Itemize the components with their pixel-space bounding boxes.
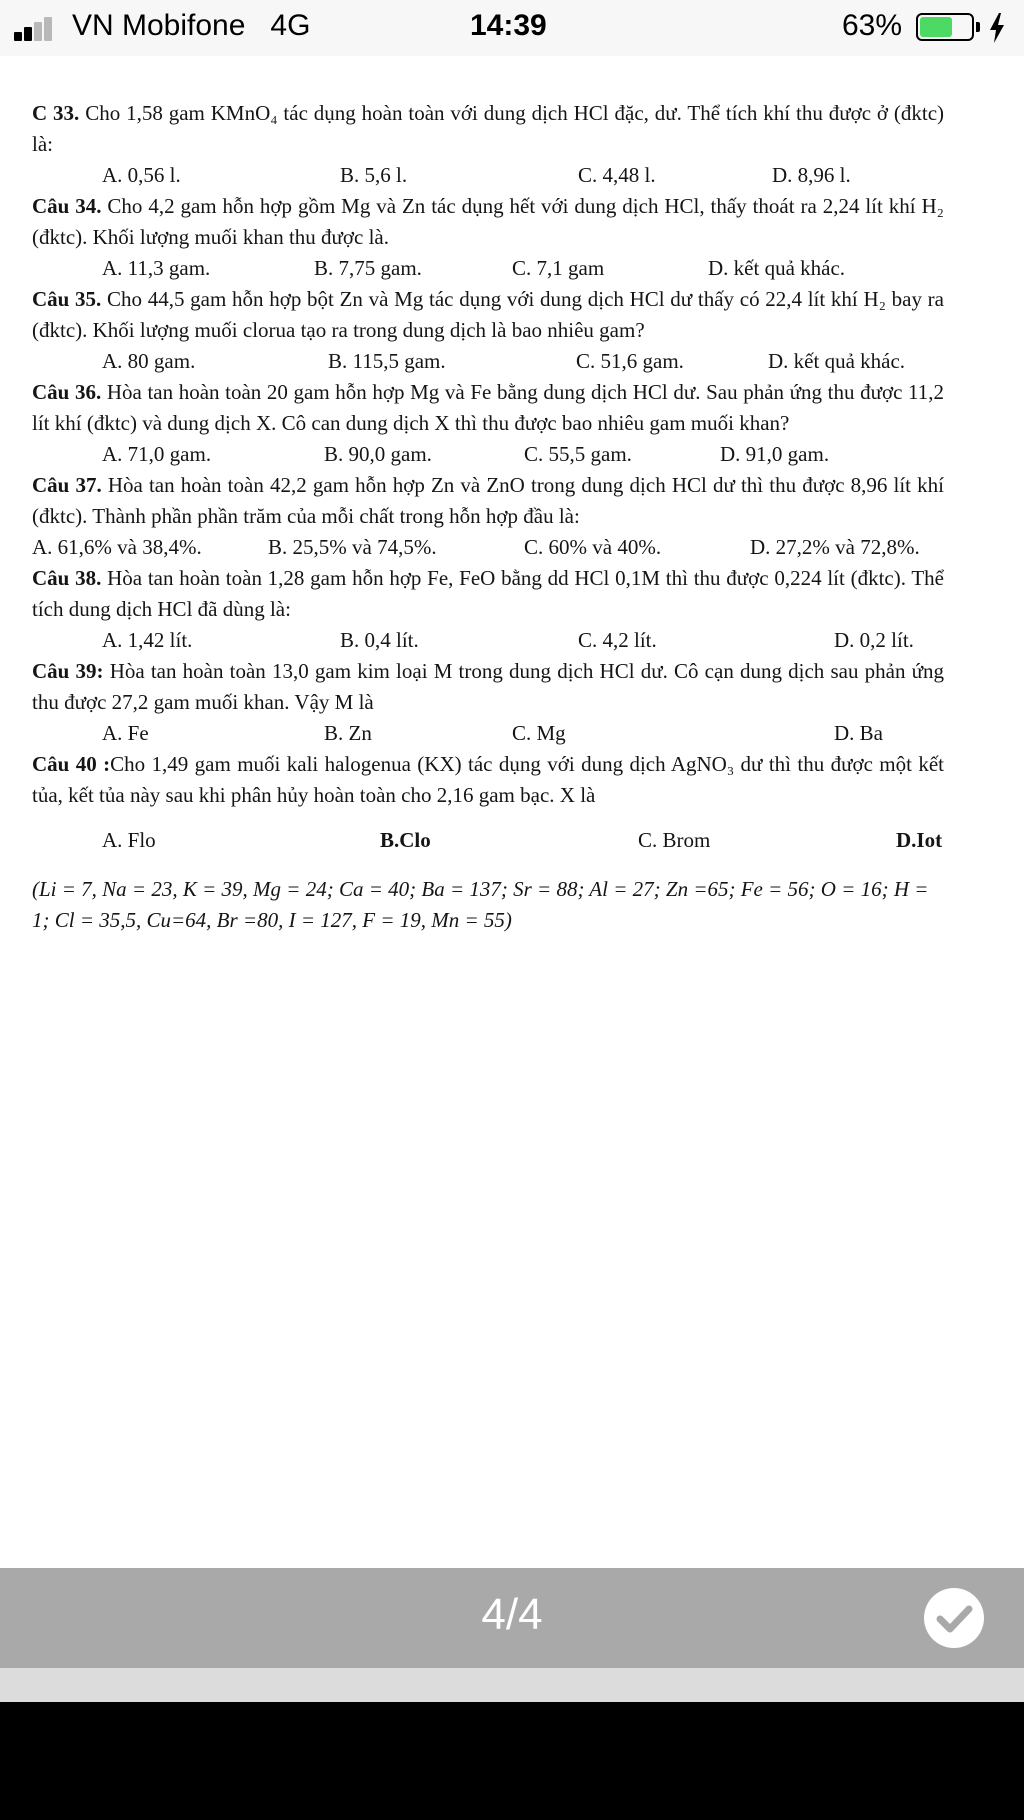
- option-c: C. 7,1 gam: [512, 256, 605, 280]
- question-label: Câu 34.: [32, 194, 102, 218]
- question-35: [32, 284, 944, 346]
- option-b: B. 0,4 lít.: [340, 628, 419, 652]
- option-b: B. 25,5% và 74,5%.: [268, 535, 437, 559]
- question-label: Câu 35.: [32, 287, 102, 311]
- option-b: B. 90,0 gam.: [324, 442, 432, 466]
- question-label: Câu 36.: [32, 380, 102, 404]
- battery-fill: [920, 17, 952, 37]
- question-text: Cho 1,49 gam muối kali halogenua (KX) tác dụng với dung dịch AgNO₃ dư thì thu được một kết tủa, kết tủa này sau khi phân hủy hoàn toàn cho 2,16 gam bạc. X là: [32, 752, 945, 807]
- document-page[interactable]: [0, 56, 1024, 1568]
- option-d: D. 27,2% và 72,8%.: [750, 535, 920, 559]
- option-a: A. Fe: [102, 721, 149, 745]
- atomic-masses-note: (Li = 7, Na = 23, K = 39, Mg = 24; Ca = 40; Ba = 137; Sr = 88; Al = 27; Zn =65; Fe = 56; O = 16; H = 1; Cl = 35,5, Cu=64, Br =80, I = 127, F = 19, Mn = 55): [32, 877, 929, 932]
- question-text: Hòa tan hoàn toàn 42,2 gam hỗn hợp Zn và ZnO trong dung dịch HCl dư thì thu được 8,96 lít khí (đktc). Thành phần phần trăm của mỗi chất trong hỗn hợp đầu là:: [32, 473, 944, 528]
- option-d: D. kết quả khác.: [708, 256, 846, 280]
- option-c: C. 4,2 lít.: [578, 628, 657, 652]
- options-34: [32, 253, 944, 284]
- question-text: Cho 44,5 gam hỗn hợp bột Zn và Mg tác dụng với dung dịch HCl dư thấy có 22,4 lít khí H₂ bay ra (đktc). Khối lượng muối clorua tạo ra trong dung dịch là bao nhiêu gam?: [32, 287, 944, 342]
- question-34: [32, 191, 944, 253]
- options-33: [32, 160, 944, 191]
- page-bottom-edge: [0, 1668, 1024, 1702]
- option-d: D. 8,96 l.: [772, 163, 851, 187]
- option-b: B.Clo: [380, 828, 431, 852]
- page-indicator: 4/4: [481, 1590, 543, 1639]
- option-c: C. 60% và 40%.: [524, 535, 662, 559]
- option-c: C. Brom: [638, 828, 711, 852]
- option-c: C. 55,5 gam.: [524, 442, 632, 466]
- question-text: Cho 4,2 gam hỗn hợp gồm Mg và Zn tác dụng hết với dung dịch HCl, thấy thoát ra 2,24 lít khí H₂ (đktc). Khối lượng muối khan thu được là.: [32, 194, 944, 249]
- checkmark-circle-icon[interactable]: [924, 1588, 984, 1648]
- option-d: D. kết quả khác.: [768, 349, 906, 373]
- option-b: B. 115,5 gam.: [328, 349, 446, 373]
- options-40: [32, 825, 944, 856]
- question-38: [32, 563, 944, 625]
- question-text: Hòa tan hoàn toàn 20 gam hỗn hợp Mg và Fe bằng dung dịch HCl dư. Sau phản ứng thu được 11,2 lít khí (đktc) và dung dịch X. Cô can dung dịch X thì thu được bao nhiêu gam muối khan?: [32, 380, 944, 435]
- question-text: Hòa tan hoàn toàn 1,28 gam hỗn hợp Fe, FeO bằng dd HCl 0,1M thì thu được 0,224 lít (đktc). Thể tích dung dịch HCl đã dùng là:: [32, 566, 944, 621]
- options-35: [32, 346, 944, 377]
- question-label: Câu 38.: [32, 566, 102, 590]
- option-a: A. 61,6% và 38,4%.: [32, 535, 202, 559]
- options-39: [32, 718, 944, 749]
- option-b: B. 5,6 l.: [340, 163, 408, 187]
- option-b: B. 7,75 gam.: [314, 256, 422, 280]
- signal-bars-icon: [14, 17, 62, 41]
- question-33: [32, 98, 944, 160]
- question-40: [32, 749, 944, 811]
- option-c: C. Mg: [512, 721, 566, 745]
- option-a: A. 11,3 gam.: [102, 256, 211, 280]
- option-c: C. 51,6 gam.: [576, 349, 684, 373]
- option-c: C. 4,48 l.: [578, 163, 656, 187]
- option-a: A. Flo: [102, 828, 156, 852]
- clock: 14:39: [470, 9, 547, 42]
- status-bar: [0, 0, 1024, 56]
- question-text: Hòa tan hoàn toàn 13,0 gam kim loại M trong dung dịch HCl dư. Cô cạn dung dịch sau phản ứng thu được 27,2 gam muối khan. Vậy M là: [32, 659, 945, 714]
- options-37: [32, 532, 944, 563]
- option-a: A. 71,0 gam.: [102, 442, 212, 466]
- battery-percent: 63%: [842, 9, 903, 42]
- question-36: [32, 377, 944, 439]
- option-d: D. 0,2 lít.: [834, 628, 914, 652]
- options-36: [32, 439, 944, 470]
- option-d: D.Iot: [896, 828, 943, 852]
- question-list: [32, 98, 944, 936]
- question-label: Câu 39:: [32, 659, 104, 683]
- option-b: B. Zn: [324, 721, 372, 745]
- question-39: [32, 656, 944, 718]
- battery-icon: [916, 13, 974, 41]
- carrier-label: VN Mobifone 4G: [72, 9, 311, 42]
- option-d: D. 91,0 gam.: [720, 442, 830, 466]
- battery-tip: [976, 22, 980, 32]
- question-text: Cho 1,58 gam KMnO₄ tác dụng hoàn toàn với dung dịch HCl đặc, dư. Thể tích khí thu được ở (đktc) là:: [32, 101, 945, 156]
- bolt-icon: [988, 13, 1006, 43]
- question-label: Câu 37.: [32, 473, 102, 497]
- question-37: [32, 470, 944, 532]
- option-d: D. Ba: [834, 721, 883, 745]
- option-a: A. 1,42 lít.: [102, 628, 193, 652]
- page-navigation-bar: [0, 1568, 1024, 1668]
- option-a: A. 80 gam.: [102, 349, 196, 373]
- option-a: A. 0,56 l.: [102, 163, 181, 187]
- question-label: C 33.: [32, 101, 80, 125]
- question-label: Câu 40 :: [32, 752, 111, 776]
- options-38: [32, 625, 944, 656]
